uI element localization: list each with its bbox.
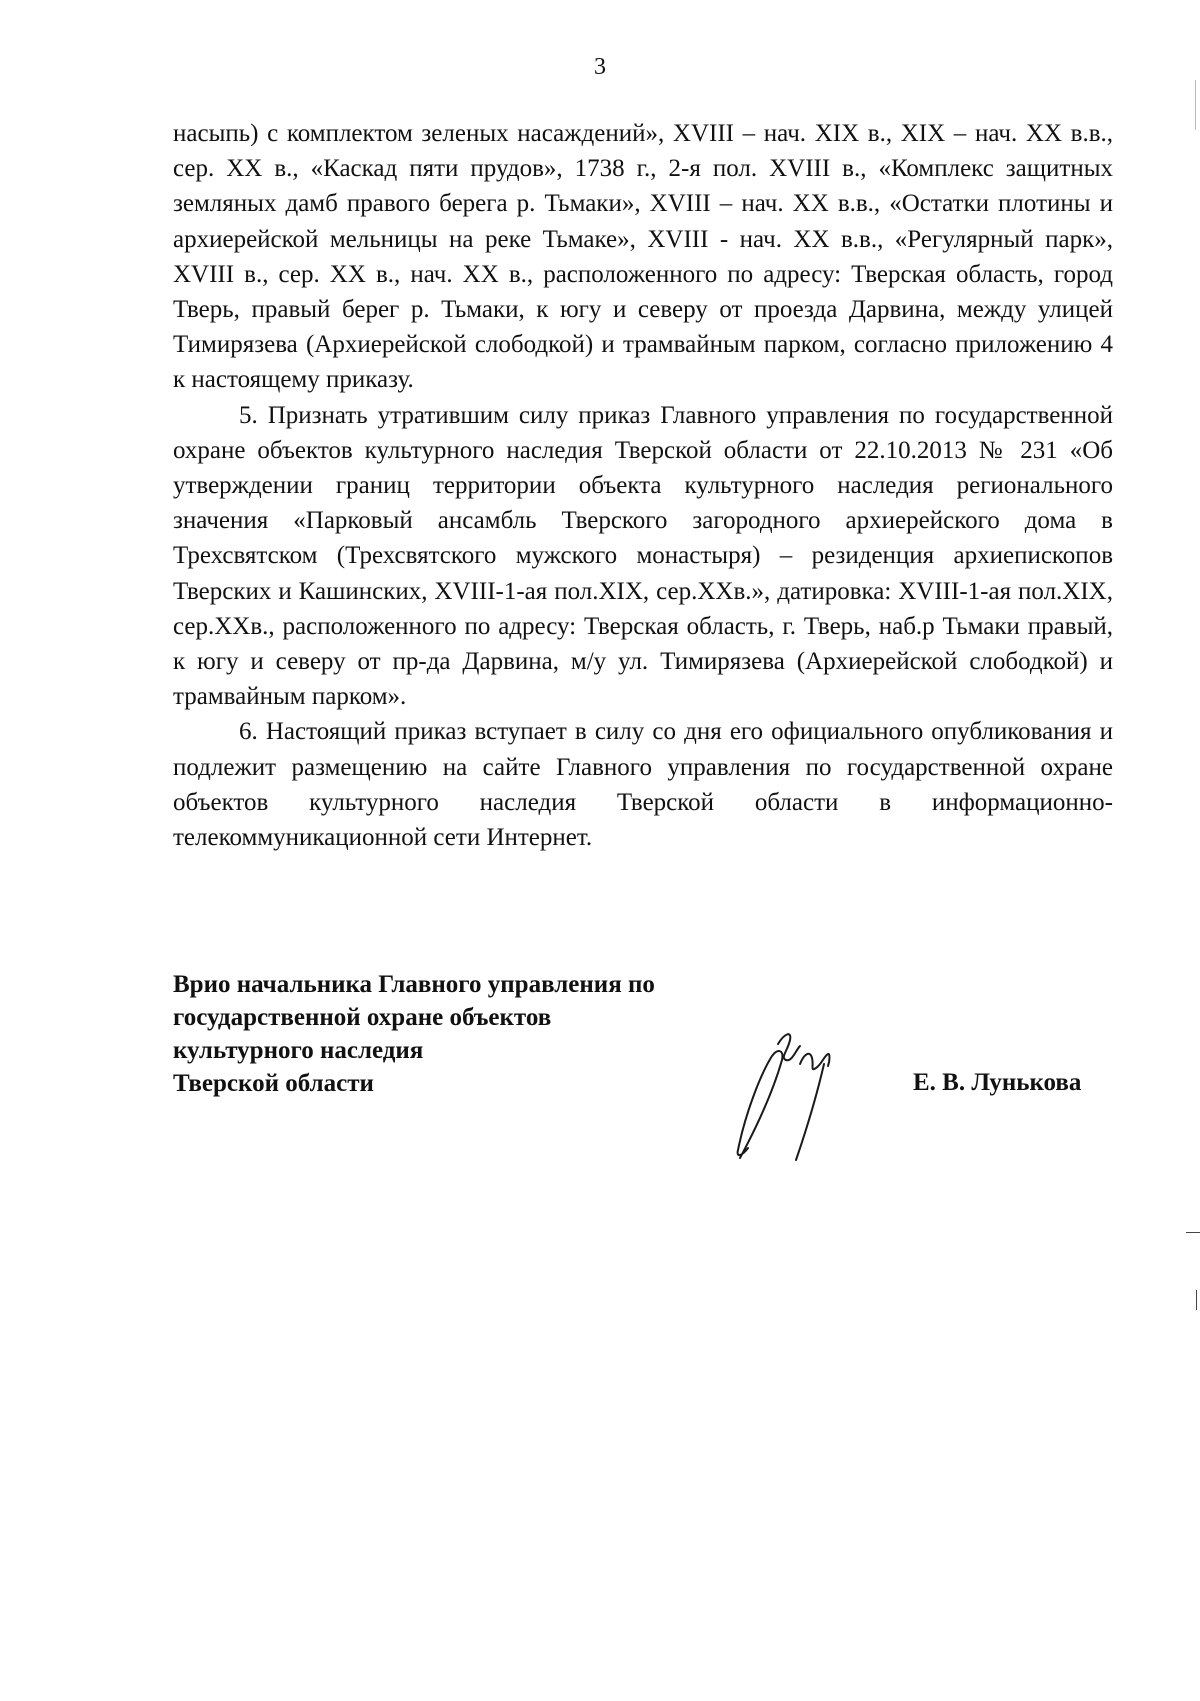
- page-number: 3: [594, 54, 606, 80]
- paragraph-item-5: 5. Признать утратившим силу приказ Главного управления по государственной охране объектов культурного наследия Тверской области от 22.10.2013 № 231 «Об утверждении границ территории объекта культурного наследия регионального значения «Парковый ансамбль Тверского загородного архиерейского дома в Трехсвятском (Трехсвятского мужского монастыря) – резиденция архиепископов Тверских и Кашинских, XVIII-1-ая пол.XIX, сер.XXв.», датировка: XVIII-1-ая пол.XIX, сер.XXв., расположенного по адресу: Тверская область, г. Тверь, наб.р Тьмаки правый, к югу и северу от пр-да Дарвина, м/у ул. Тимирязева (Архиерейской слободкой) и трамвайным парком».: [173, 401, 1113, 711]
- document-body: [173, 116, 1113, 855]
- signer-name: Е. В. Лунькова: [913, 1069, 1082, 1096]
- signer-title-line: культурного наследия: [173, 1037, 424, 1064]
- handwritten-signature: [700, 1020, 860, 1170]
- paragraph-item-6: 6. Настоящий приказ вступает в силу со дня его официального опубликования и подлежит размещению на сайте Главного управления по государственной охране объектов культурного наследия Тверской области в информационно-телекоммуникационной сети Интернет.: [173, 718, 1113, 852]
- signer-title-line: Врио начальника Главного управления по: [173, 971, 655, 998]
- scan-artifact: [1186, 1232, 1200, 1233]
- signer-title: [173, 968, 773, 1100]
- signer-title-line: Тверской области: [173, 1070, 374, 1097]
- signer-title-line: государственной охране объектов: [173, 1004, 552, 1031]
- scan-artifact: [1196, 1290, 1197, 1310]
- paragraph-continuation: насыпь) с комплектом зеленых насаждений», XVIII – нач. XIX в., XIX – нач. XX в.в., сер. XX в., «Каскад пяти прудов», 1738 г., 2-я пол. XVIII в., «Комплекс защитных земляных дамб правого берега р. Тьмаки», XVIII – нач. XX в.в., «Остатки плотины и архиерейской мельницы на реке Тьмаке», XVIII - нач. XX в.в., «Регулярный парк», XVIII в., сер. XX в., нач. XX в., расположенного по адресу: Тверская область, город Тверь, правый берег р. Тьмаки, к югу и северу от проезда Дарвина, между улицей Тимирязева (Архиерейской слободкой) и трамвайным парком, согласно приложению 4 к настоящему приказу.: [173, 120, 1113, 394]
- scan-artifact: [1195, 80, 1196, 130]
